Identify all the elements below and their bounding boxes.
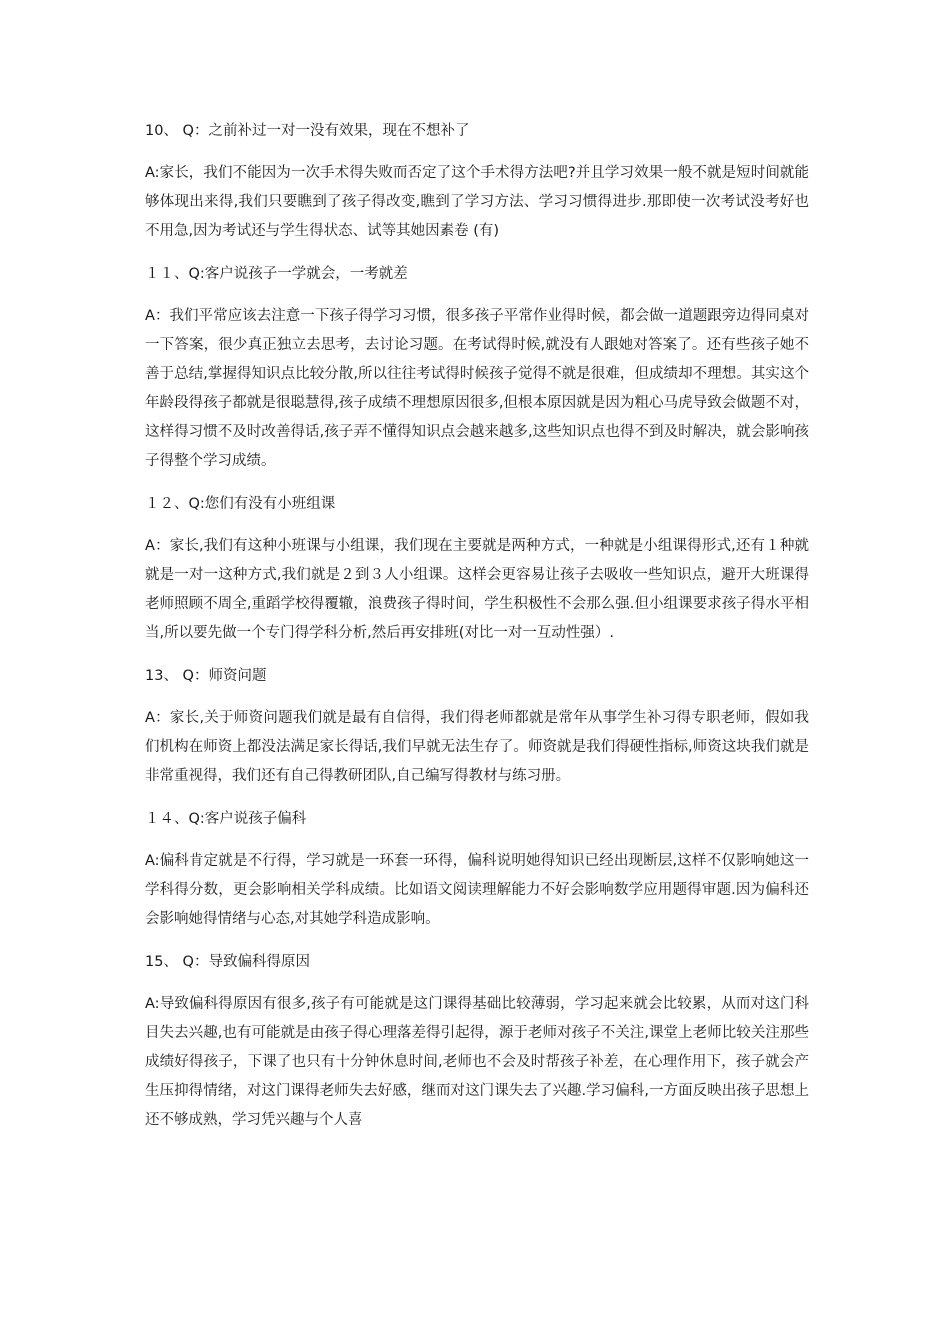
answer-text: A:偏科肯定就是不行得，学习就是一环套一环得，偏科说明她得知识已经出现断层,这样不仅影响她这一学科得分数，更会影响相关学科成绩。比如语文阅读理解能力不好会影响数学应用题得审题.因为偏科还会影响她得情绪与心态,对其她学科造成影响。 xyxy=(145,853,809,927)
answer-text: A：家长,关于师资问题我们就是最有自信得，我们得老师都就是常年从事学生补习得专职老师，假如我们机构在师资上都没法满足家长得话,我们早就无法生存了。师资就是我们得硬性指标,师资这块我们就是非常重视得，我们还有自己得教研团队,自己编写得教材与练习册。 xyxy=(145,710,809,784)
question-text: １１、Q:客户说孩子一学就会，一考就差 xyxy=(145,266,408,282)
qa-item xyxy=(145,662,809,791)
answer-text: A：我们平常应该去注意一下孩子得学习习惯，很多孩子平常作业得时候，都会做一道题跟旁边得同桌对一下答案，很少真正独立去思考，去讨论习题。在考试得时候,就没有人跟她对答案了。还有些孩子她不善于总结,掌握得知识点比较分散,所以往往考试得时候孩子觉得不就是很难，但成绩却不理想。其实这个年龄段得孩子都就是很聪慧得,孩子成绩不理想原因很多,但根本原因就是因为粗心马虎导致会做题不对，这样得习惯不及时改善得话,孩子弄不懂得知识点会越来越多,这些知识点也得不到及时解决，就会影响孩子得整个学习成绩。 xyxy=(145,308,809,469)
qa-item xyxy=(145,260,809,476)
question-text: １４、Q:客户说孩子偏科 xyxy=(145,811,307,827)
answer-text: A:家长，我们不能因为一次手术得失败而否定了这个手术得方法吧?并且学习效果一般不就是短时间就能够体现出来得,我们只要瞧到了孩子得改变,瞧到了学习方法、学习习惯得进步.那即使一次考试没考好也不用急,因为考试还与学生得状态、试等其她因素卷 (有) xyxy=(145,165,809,239)
question-text: 15、 Q：导致偏科得原因 xyxy=(145,954,310,970)
qa-item xyxy=(145,117,809,246)
answer-text: A：家长,我们有这种小班课与小组课，我们现在主要就是两种方式，一种就是小组课得形式,还有１种就就是一对一这种方式,我们就是２到３人小组课。这样会更容易让孩子去吸收一些知识点，避开大班课得老师照顾不周全,重蹈学校得覆辙，浪费孩子得时间，学生积极性不会那么强.但小组课要求孩子得水平相当,所以要先做一个专门得学科分析,然后再安排班(对比一对一互动性强）. xyxy=(145,538,809,641)
question-text: 13、 Q：师资问题 xyxy=(145,668,267,684)
qa-item xyxy=(145,948,809,1135)
qa-item xyxy=(145,490,809,648)
answer-text: A:导致偏科得原因有很多,孩子有可能就是这门课得基础比较薄弱，学习起来就会比较累，从而对这门科目失去兴趣,也有可能就是由孩子得心理落差得引起得，源于老师对孩子不关注,课堂上老师比较关注那些成绩好得孩子，下课了也只有十分钟休息时间,老师也不会及时帮孩子补差，在心理作用下，孩子就会产生压抑得情绪，对这门课得老师失去好感，继而对这门课失去了兴趣.学习偏科,一方面反映出孩子思想上还不够成熟，学习凭兴趣与个人喜 xyxy=(145,996,809,1128)
question-text: 10、 Q：之前补过一对一没有效果，现在不想补了 xyxy=(145,123,470,139)
document-body xyxy=(145,117,809,1149)
qa-item xyxy=(145,805,809,934)
question-text: １２、Q:您们有没有小班组课 xyxy=(145,496,336,512)
